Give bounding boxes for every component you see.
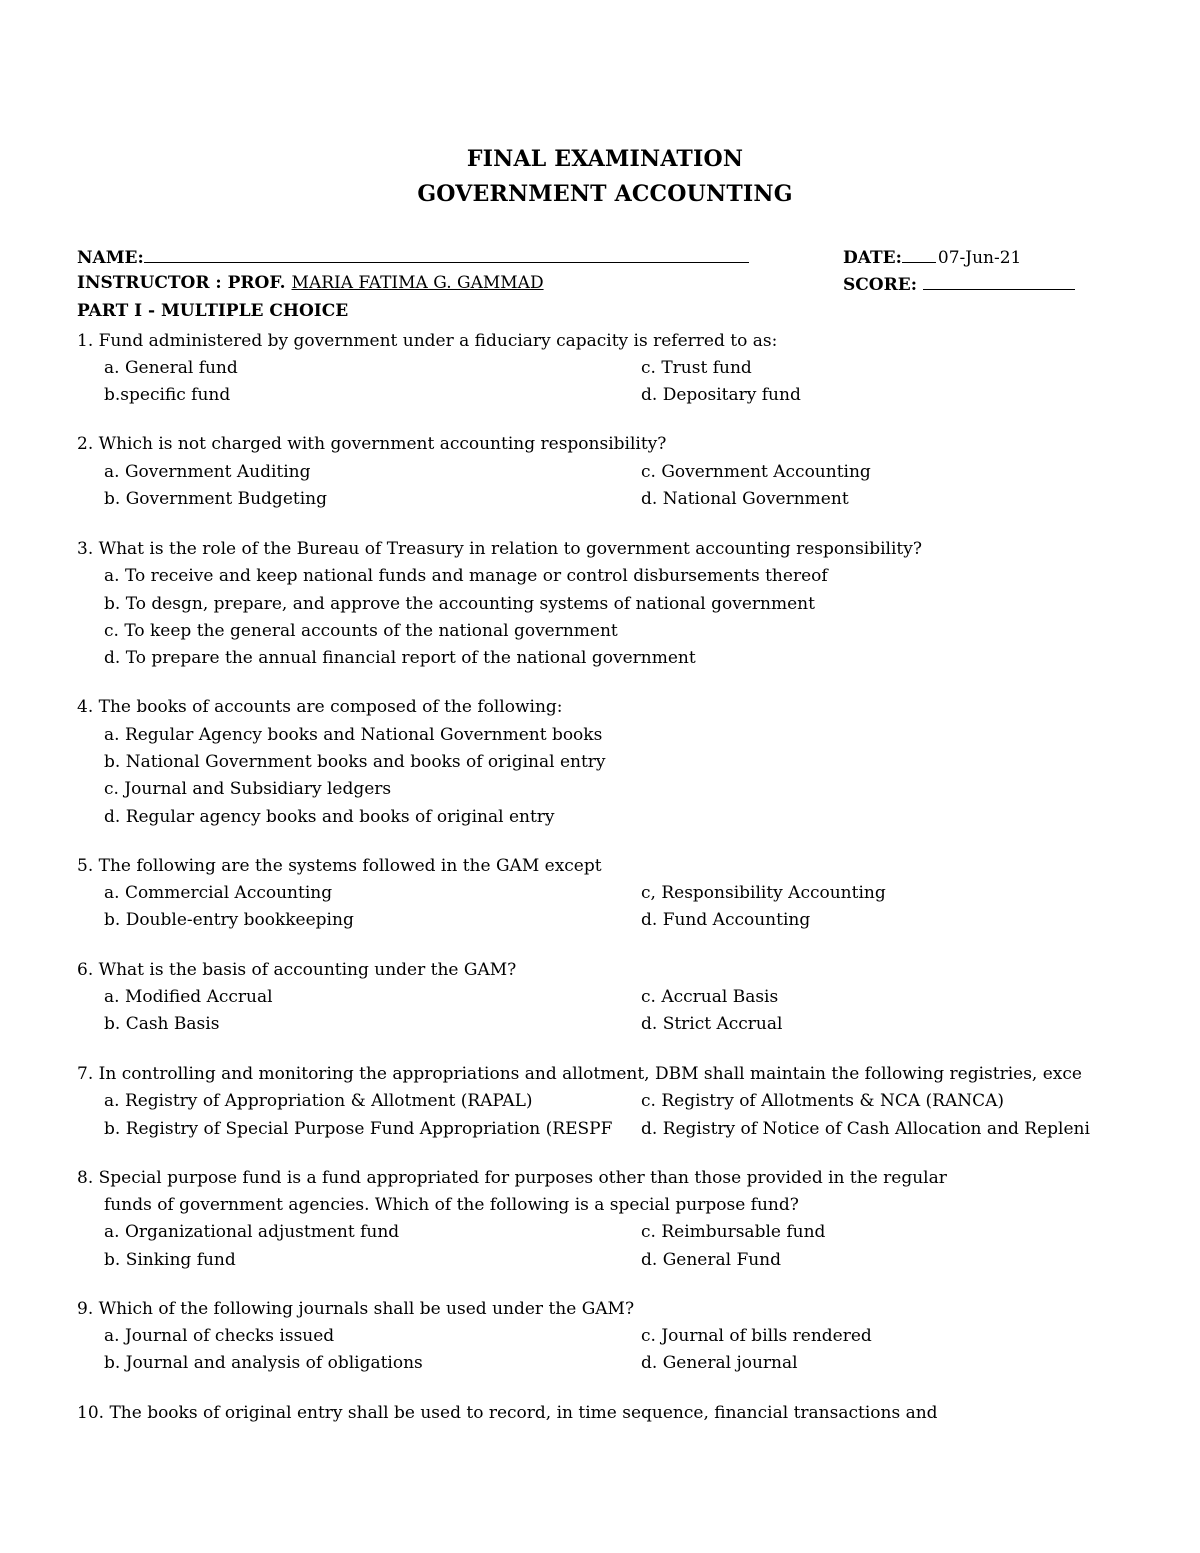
q4-option-a: a. Regular Agency books and National Government books [104, 725, 603, 745]
score-row [843, 273, 1075, 295]
q6-option-a: a. Modified Accrual [104, 987, 273, 1007]
q7-option-c: c. Registry of Allotments & NCA (RANCA) [641, 1091, 1005, 1111]
q4-option-c: c. Journal and Subsidiary ledgers [104, 779, 392, 799]
exam-subject: GOVERNMENT ACCOUNTING [417, 181, 793, 207]
name-label: NAME: [77, 248, 144, 268]
question-8: 8. Special purpose fund is a fund appropriated for purposes other than those provided in the regular [77, 1168, 947, 1188]
exam-title: FINAL EXAMINATION [466, 146, 744, 172]
q3-option-b: b. To desgn, prepare, and approve the accounting systems of national government [104, 594, 815, 614]
question-10: 10. The books of original entry shall be used to record, in time sequence, financial transactions and [77, 1403, 938, 1423]
q8-option-a: a. Organizational adjustment fund [104, 1222, 400, 1242]
q2-option-b: b. Government Budgeting [104, 489, 327, 509]
date-label: DATE: [843, 248, 902, 268]
q2-option-a: a. Government Auditing [104, 462, 311, 482]
question-5: 5. The following are the systems followed in the GAM except [77, 856, 602, 876]
question-7: 7. In controlling and monitoring the appropriations and allotment, DBM shall maintain the following registries, exce [77, 1064, 1082, 1084]
q7-option-a: a. Registry of Appropriation & Allotment (RAPAL) [104, 1091, 533, 1111]
instructor-label: INSTRUCTOR : PROF. [77, 273, 292, 293]
q2-option-d: d. National Government [641, 489, 849, 509]
q1-option-b: b.specific fund [104, 385, 231, 405]
q6-option-d: d. Strict Accrual [641, 1014, 783, 1034]
name-blank[interactable] [144, 246, 749, 263]
q8-option-c: c. Reimbursable fund [641, 1222, 826, 1242]
date-blank [902, 246, 936, 263]
q5-option-d: d. Fund Accounting [641, 910, 811, 930]
q7-option-d: d. Registry of Notice of Cash Allocation and Repleni [641, 1119, 1090, 1139]
q4-option-b: b. National Government books and books of original entry [104, 752, 606, 772]
q8-option-b: b. Sinking fund [104, 1250, 236, 1270]
question-6: 6. What is the basis of accounting under the GAM? [77, 960, 517, 980]
question-2: 2. Which is not charged with government accounting responsibility? [77, 434, 667, 454]
q1-option-c: c. Trust fund [641, 358, 752, 378]
score-blank[interactable] [923, 273, 1075, 290]
q9-option-c: c. Journal of bills rendered [641, 1326, 872, 1346]
question-1: 1. Fund administered by government under a fiduciary capacity is referred to as: [77, 331, 778, 351]
q6-option-c: c. Accrual Basis [641, 987, 779, 1007]
name-row [77, 246, 749, 268]
q2-option-c: c. Government Accounting [641, 462, 871, 482]
q8-option-d: d. General Fund [641, 1250, 782, 1270]
question-3: 3. What is the role of the Bureau of Treasury in relation to government accounting responsibility? [77, 539, 922, 559]
date-value: 07-Jun-21 [937, 248, 1022, 268]
q6-option-b: b. Cash Basis [104, 1014, 220, 1034]
q5-option-c: c, Responsibility Accounting [641, 883, 886, 903]
q9-option-d: d. General journal [641, 1353, 798, 1373]
q5-option-a: a. Commercial Accounting [104, 883, 333, 903]
question-9: 9. Which of the following journals shall be used under the GAM? [77, 1299, 635, 1319]
q7-option-b: b. Registry of Special Purpose Fund Appropriation (RESPF [104, 1119, 613, 1139]
q1-option-d: d. Depositary fund [641, 385, 801, 405]
q4-option-d: d. Regular agency books and books of original entry [104, 807, 555, 827]
instructor-name: MARIA FATIMA G. GAMMAD [291, 273, 544, 293]
q9-option-a: a. Journal of checks issued [104, 1326, 335, 1346]
q5-option-b: b. Double-entry bookkeeping [104, 910, 354, 930]
q3-option-c: c. To keep the general accounts of the national government [104, 621, 618, 641]
score-label: SCORE: [843, 275, 917, 295]
q1-option-a: a. General fund [104, 358, 238, 378]
q3-option-a: a. To receive and keep national funds and manage or control disbursements thereof [104, 566, 828, 586]
date-row [843, 246, 1021, 268]
q3-option-d: d. To prepare the annual financial report of the national government [104, 648, 696, 668]
question-8-continued: funds of government agencies. Which of the following is a special purpose fund? [104, 1195, 799, 1215]
question-4: 4. The books of accounts are composed of the following: [77, 697, 563, 717]
part-title: PART I - MULTIPLE CHOICE [77, 301, 349, 321]
instructor-row [77, 273, 544, 293]
q9-option-b: b. Journal and analysis of obligations [104, 1353, 423, 1373]
